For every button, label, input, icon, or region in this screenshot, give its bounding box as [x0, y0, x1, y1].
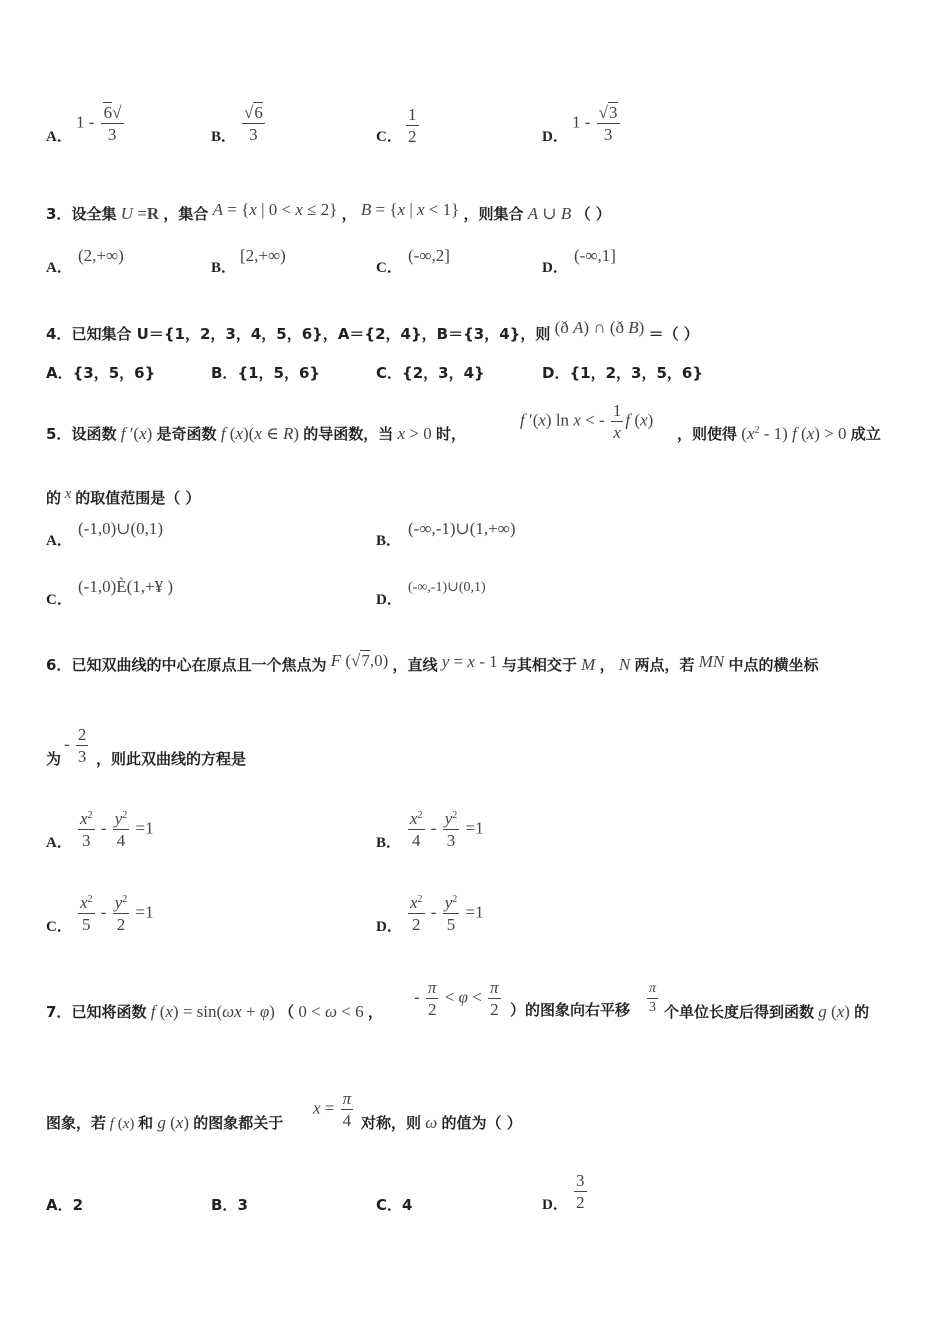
- q6-stem-line1: 6．已知双曲线的中心在原点且一个焦点为 F (√7,0) ，直线 y = x - 1 与其相交于 M ， N 两点，若 MN 中点的横坐标: [46, 651, 819, 674]
- q5-inequality: f ′(x) ln x < - $\frac{1}{x}$ f (x): [520, 401, 654, 442]
- q7-option-d-expr: $\frac{3}{2}$: [576, 1171, 585, 1212]
- q6-option-b-label: B．: [376, 835, 402, 851]
- q3-stem: 3．设全集 U =R ，集合 A = {x | 0 < x ≤ 2} ， B = {x | x < 1} ，则集合 A ∪ B （ ）: [46, 200, 611, 223]
- q5-stem-line2: 的 x 的取值范围是（ ）: [46, 486, 201, 507]
- q3-option-b-value: [2,+∞): [240, 246, 286, 265]
- q3-option-b-label: B．: [211, 260, 237, 276]
- q7-option-c: C．4: [376, 1196, 413, 1214]
- q5-option-d-label: D．: [376, 592, 402, 608]
- q2-option-c-label: C．: [376, 129, 402, 145]
- q4-option-c: C．{2，3，4}: [376, 364, 485, 382]
- q7-stem-line1a: 7．已知将函数 f (x) = sin(ωx + φ) （ 0 < ω < 6 ，: [46, 1002, 383, 1021]
- q5-option-a-value: (-1,0)∪(0,1): [78, 519, 164, 538]
- q4-option-a: A．{3，5，6}: [46, 364, 156, 382]
- q6-option-d-expr: $\frac{x^2}{2}$ - $\frac{y^2}{5}$ =1: [410, 893, 484, 934]
- q5-option-a-label: A．: [46, 533, 72, 549]
- q5-stem-line1b: ，则使得 $(x^2 - 1)$ f (x) > 0 成立: [677, 424, 881, 443]
- q7-phi-range: - $\frac{\pi}{2}$ < φ < $\frac{\pi}{2}$: [414, 978, 499, 1019]
- q6-option-c-expr: $\frac{x^2}{5}$ - $\frac{y^2}{2}$ =1: [80, 893, 154, 934]
- q3-option-d-label: D．: [542, 260, 568, 276]
- q5-option-c-label: C．: [46, 592, 72, 608]
- q5-stem-line1: 5．设函数 f ′(x) 是奇函数 f (x)(x ∈ R) 的导函数，当 x > 0 时，: [46, 424, 466, 443]
- q2-option-d-label: D．: [542, 129, 568, 145]
- q7-axis: x = $\frac{\pi}{4}$: [313, 1089, 352, 1130]
- q7-stem-line2a: 图象，若 f (x) 和 g (x) 的图象都关于: [46, 1113, 284, 1132]
- q6-option-a-expr: $\frac{x^2}{3}$ - $\frac{y^2}{4}$ =1: [80, 809, 154, 850]
- q3-option-c-label: C．: [376, 260, 402, 276]
- q5-option-c-value: (-1,0)È(1,+¥ ): [78, 577, 174, 596]
- q3-option-a-value: (2,+∞): [78, 246, 124, 265]
- q5-option-d-value: (-∞,-1)∪(0,1): [408, 580, 486, 595]
- q6-option-d-label: D．: [376, 919, 402, 935]
- q7-option-b: B．3: [211, 1196, 248, 1214]
- q4-option-b: B．{1，5，6}: [211, 364, 321, 382]
- q7-stem-line1c: 个单位长度后得到函数 g (x) 的: [664, 1002, 870, 1021]
- q7-stem-line1b: ）的图象向右平移: [510, 1001, 631, 1019]
- q3-option-a-label: A．: [46, 260, 72, 276]
- q6-option-b-expr: $\frac{x^2}{4}$ - $\frac{y^2}{3}$ =1: [410, 809, 484, 850]
- q6-stem-line2b: ，则此双曲线的方程是: [96, 750, 247, 768]
- q3-option-c-value: (-∞,2]: [408, 246, 450, 265]
- q4-option-d: D．{1，2，3，5，6}: [542, 364, 703, 382]
- q2-option-b-expr: $\frac{√6}{3}$: [244, 103, 263, 144]
- q2-option-a-label: A．: [46, 129, 72, 145]
- q7-stem-line2b: 对称，则 ω 的值为（ ）: [361, 1113, 522, 1132]
- q5-option-b-label: B．: [376, 533, 402, 549]
- q2-option-d-expr: 1 - $\frac{√3}{3}$: [572, 103, 618, 144]
- q2-option-b-label: B．: [211, 129, 237, 145]
- q7-shift: $\frac{\pi}{3}$: [649, 981, 657, 1015]
- q6-stem-line2: 为: [46, 750, 62, 768]
- q4-stem: 4．已知集合 U＝{1，2，3，4，5，6}，A＝{2，4}，B＝{3，4}，则 (ð A) ∩ (ð B) ＝（ ）: [46, 318, 699, 343]
- q3-option-d-value: (-∞,1]: [574, 246, 616, 265]
- q6-option-a-label: A．: [46, 835, 72, 851]
- q5-option-b-value: (-∞,-1)∪(1,+∞): [408, 519, 516, 538]
- q7-option-a: A．2: [46, 1196, 84, 1214]
- q6-option-c-label: C．: [46, 919, 72, 935]
- q2-option-a-expr: 1 - $\frac{6√}{3}$: [76, 103, 122, 144]
- q6-x-coordinate: - $\frac{2}{3}$: [64, 725, 87, 766]
- q7-option-d-label: D．: [542, 1197, 568, 1213]
- q2-option-c-expr: $\frac{1}{2}$: [408, 105, 417, 146]
